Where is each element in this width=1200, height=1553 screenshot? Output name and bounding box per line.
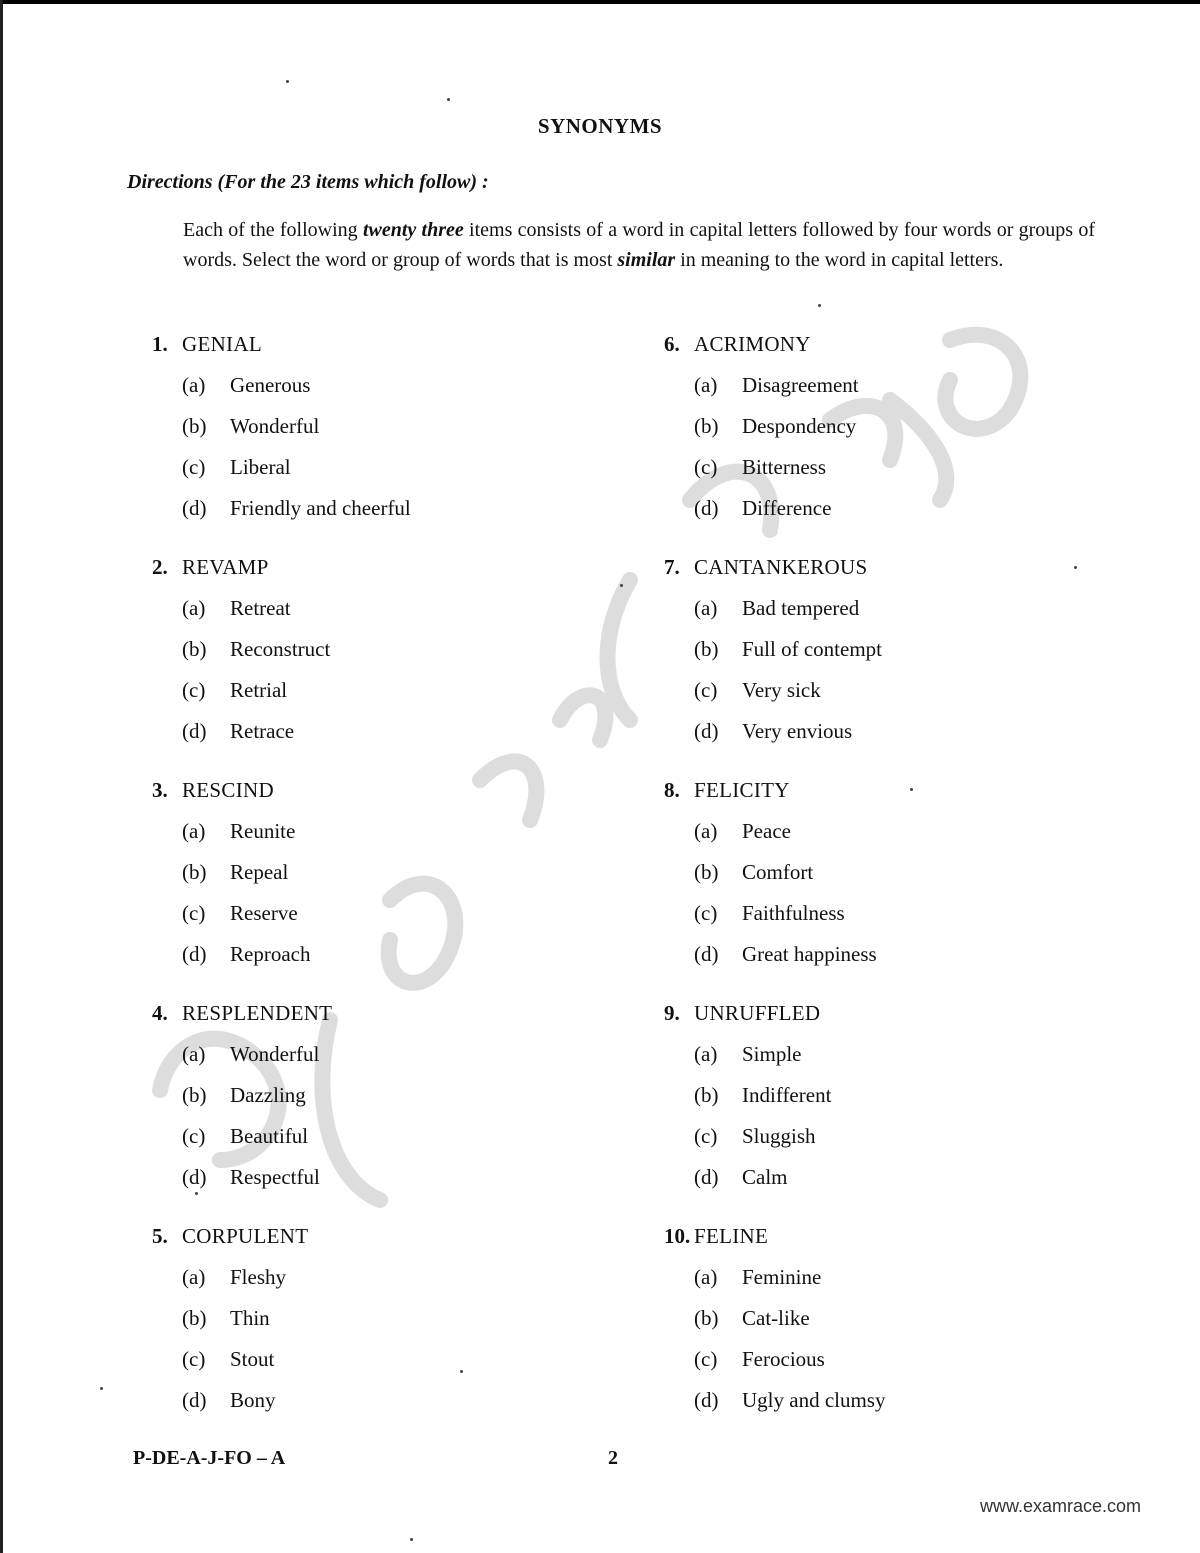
option-b [664, 1306, 1104, 1347]
option-text: Full of contempt [742, 637, 882, 661]
option-text: Peace [742, 819, 791, 843]
question-9 [664, 1001, 1104, 1224]
question-number: 9. [664, 1001, 680, 1025]
option-text: Stout [230, 1347, 275, 1371]
option-letter: (b) [182, 637, 207, 661]
page-number: 2 [608, 1447, 618, 1469]
option-text: Reconstruct [230, 637, 331, 661]
scan-speck [818, 304, 821, 307]
option-text: Comfort [742, 860, 814, 884]
option-d [664, 496, 1104, 537]
option-c [664, 455, 1104, 496]
option-text: Beautiful [230, 1124, 309, 1148]
question-number: 6. [664, 332, 680, 356]
option-text: Bitterness [742, 455, 826, 479]
questions-left-column [152, 332, 592, 1447]
scan-speck [410, 1538, 413, 1541]
question-number: 2. [152, 555, 168, 579]
option-letter: (a) [182, 1265, 206, 1289]
option-b [664, 637, 1104, 678]
option-text: Indifferent [742, 1083, 832, 1107]
option-text: Reproach [230, 942, 311, 966]
scan-speck [447, 98, 450, 101]
directions-emphasis-count: twenty three [362, 219, 464, 241]
option-letter: (a) [182, 596, 206, 620]
option-letter: (d) [694, 1388, 719, 1412]
scan-speck [910, 788, 913, 791]
question-word: UNRUFFLED [694, 1001, 821, 1025]
question-word: FELINE [694, 1224, 769, 1248]
question-6 [664, 332, 1104, 555]
option-text: Liberal [230, 455, 291, 479]
option-d [152, 1388, 592, 1429]
option-c [664, 678, 1104, 719]
option-letter: (d) [182, 1165, 207, 1189]
question-word: RESCIND [182, 778, 274, 802]
question-1 [152, 332, 592, 555]
option-text: Bony [230, 1388, 276, 1412]
option-text: Great happiness [742, 942, 877, 966]
question-word: FELICITY [694, 778, 790, 802]
option-c [664, 1124, 1104, 1165]
option-a [664, 1042, 1104, 1083]
option-letter: (d) [694, 1165, 719, 1189]
option-text: Wonderful [230, 1042, 320, 1066]
option-a [664, 819, 1104, 860]
page-left-border [0, 0, 3, 1553]
option-text: Ugly and clumsy [742, 1388, 886, 1412]
option-text: Faithfulness [742, 901, 845, 925]
option-text: Repeal [230, 860, 289, 884]
option-letter: (c) [694, 1124, 718, 1148]
option-text: Reunite [230, 819, 296, 843]
directions-text-2: items consists of a word in capital letters followed by four words or groups of words. Select the word or group of words that is most [183, 219, 1096, 271]
option-letter: (c) [694, 1347, 718, 1371]
scan-speck [620, 584, 623, 587]
option-b [152, 1306, 592, 1347]
question-10 [664, 1224, 1104, 1447]
question-word: CORPULENT [182, 1224, 309, 1248]
question-number: 1. [152, 332, 168, 356]
question-4 [152, 1001, 592, 1224]
question-number: 4. [152, 1001, 168, 1025]
option-letter: (b) [182, 1083, 207, 1107]
option-d [664, 942, 1104, 983]
option-letter: (d) [694, 942, 719, 966]
option-letter: (c) [694, 455, 718, 479]
option-a [152, 373, 592, 414]
option-c [664, 1347, 1104, 1388]
option-text: Generous [230, 373, 311, 397]
option-letter: (a) [694, 1042, 718, 1066]
option-letter: (b) [694, 1306, 719, 1330]
option-text: Feminine [742, 1265, 822, 1289]
option-letter: (a) [694, 1265, 718, 1289]
option-text: Retrace [230, 719, 295, 743]
option-b [664, 414, 1104, 455]
option-letter: (b) [694, 1083, 719, 1107]
option-text: Calm [742, 1165, 788, 1189]
scan-speck [100, 1387, 103, 1390]
directions-emphasis-similar: similar [617, 248, 676, 271]
option-c [664, 901, 1104, 942]
scan-speck [460, 1370, 463, 1373]
option-letter: (c) [182, 1124, 206, 1148]
option-letter: (b) [182, 1306, 207, 1330]
option-a [152, 596, 592, 637]
option-b [664, 1083, 1104, 1124]
option-b [664, 860, 1104, 901]
option-text: Very envious [742, 719, 853, 743]
option-text: Ferocious [742, 1347, 825, 1371]
option-a [152, 819, 592, 860]
option-text: Bad tempered [742, 596, 860, 620]
option-text: Respectful [230, 1165, 320, 1189]
option-letter: (d) [694, 496, 719, 520]
option-text: Retreat [230, 596, 291, 620]
option-text: Disagreement [742, 373, 859, 397]
option-letter: (b) [182, 860, 207, 884]
option-d [664, 1165, 1104, 1206]
scan-speck [195, 1192, 198, 1195]
option-letter: (b) [694, 860, 719, 884]
directions-text-3: in meaning to the word in capital letters. [675, 248, 1004, 271]
option-letter: (c) [182, 678, 206, 702]
option-a [664, 373, 1104, 414]
option-c [152, 901, 592, 942]
question-2 [152, 555, 592, 778]
directions-heading: Directions (For the 23 items which follow) : [127, 171, 489, 193]
option-c [152, 1124, 592, 1165]
option-letter: (c) [182, 901, 206, 925]
directions-text [183, 216, 1095, 275]
question-word: CANTANKEROUS [694, 555, 868, 579]
option-d [152, 719, 592, 760]
question-8 [664, 778, 1104, 1001]
option-a [152, 1042, 592, 1083]
option-a [664, 1265, 1104, 1306]
option-letter: (c) [694, 678, 718, 702]
option-c [152, 678, 592, 719]
source-url: www.examrace.com [979, 1496, 1141, 1516]
option-d [664, 719, 1104, 760]
option-letter: (b) [182, 414, 207, 438]
option-b [152, 637, 592, 678]
question-number: 3. [152, 778, 168, 802]
option-text: Simple [742, 1042, 802, 1066]
option-letter: (a) [182, 819, 206, 843]
option-text: Dazzling [230, 1083, 306, 1107]
option-text: Friendly and cheerful [230, 496, 411, 520]
option-b [152, 860, 592, 901]
question-number: 5. [152, 1224, 168, 1248]
option-c [152, 455, 592, 496]
option-d [152, 942, 592, 983]
option-text: Wonderful [230, 414, 320, 438]
question-word: ACRIMONY [694, 332, 811, 356]
option-letter: (d) [182, 496, 207, 520]
option-text: Retrial [230, 678, 288, 702]
option-text: Cat-like [742, 1306, 810, 1330]
option-a [664, 596, 1104, 637]
option-letter: (c) [182, 1347, 206, 1371]
scan-speck [286, 80, 289, 83]
option-b [152, 1083, 592, 1124]
option-text: Thin [230, 1306, 270, 1330]
option-a [152, 1265, 592, 1306]
question-number: 10. [664, 1224, 691, 1248]
option-text: Reserve [230, 901, 298, 925]
question-5 [152, 1224, 592, 1447]
option-letter: (c) [694, 901, 718, 925]
question-7 [664, 555, 1104, 778]
option-letter: (c) [182, 455, 206, 479]
question-number: 7. [664, 555, 680, 579]
option-letter: (a) [694, 819, 718, 843]
option-letter: (a) [694, 373, 718, 397]
option-text: Sluggish [742, 1124, 816, 1148]
question-word: GENIAL [182, 332, 262, 356]
page-top-border [0, 0, 1200, 4]
option-d [664, 1388, 1104, 1429]
question-word: REVAMP [182, 555, 269, 579]
question-word: RESPLENDENT [182, 1001, 333, 1025]
option-c [152, 1347, 592, 1388]
option-letter: (a) [694, 596, 718, 620]
directions-text-1: Each of the following [183, 219, 363, 241]
option-d [152, 496, 592, 537]
option-d [152, 1165, 592, 1206]
option-letter: (b) [694, 414, 719, 438]
option-letter: (a) [182, 1042, 206, 1066]
option-letter: (b) [694, 637, 719, 661]
option-text: Fleshy [230, 1265, 287, 1289]
option-b [152, 414, 592, 455]
page-title: SYNONYMS [537, 114, 663, 138]
option-text: Very sick [742, 678, 821, 702]
option-text: Difference [742, 496, 832, 520]
option-letter: (d) [182, 1388, 207, 1412]
question-3 [152, 778, 592, 1001]
questions-right-column [664, 332, 1104, 1447]
paper-code: P-DE-A-J-FO – A [133, 1447, 286, 1469]
option-letter: (a) [182, 373, 206, 397]
option-letter: (d) [694, 719, 719, 743]
question-number: 8. [664, 778, 680, 802]
option-letter: (d) [182, 942, 207, 966]
option-text: Despondency [742, 414, 857, 438]
option-letter: (d) [182, 719, 207, 743]
scan-speck [1074, 566, 1077, 569]
